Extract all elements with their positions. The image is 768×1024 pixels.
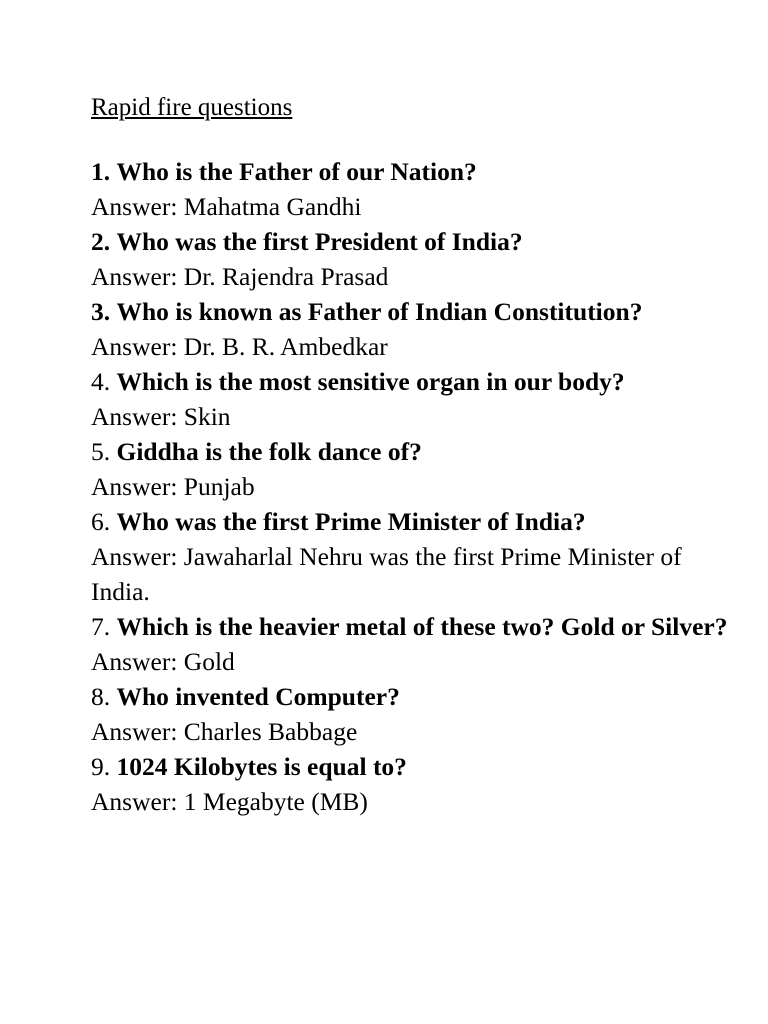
- question-text: Giddha is the folk dance of?: [116, 437, 422, 466]
- question-line: [91, 609, 731, 644]
- question-line: [91, 364, 731, 399]
- question-line: [91, 679, 731, 714]
- qa-item: [91, 364, 731, 434]
- question-line: [91, 434, 731, 469]
- question-number: 9.: [91, 752, 111, 781]
- document-page: [91, 90, 731, 819]
- question-text: Which is the heavier metal of these two? Gold or Silver?: [116, 612, 728, 641]
- question-line: [91, 224, 731, 259]
- question-text: Who is the Father of our Nation?: [116, 157, 477, 186]
- qa-item: [91, 154, 731, 224]
- answer-text: Answer: 1 Megabyte (MB): [91, 787, 368, 816]
- question-line: [91, 504, 731, 539]
- question-text: Who was the first Prime Minister of India?: [116, 507, 586, 536]
- qa-item: [91, 749, 731, 819]
- question-number: 7.: [91, 612, 111, 641]
- answer-text: Answer: Mahatma Gandhi: [91, 192, 362, 221]
- qa-item: [91, 504, 731, 609]
- question-number: 5.: [91, 437, 111, 466]
- question-line: [91, 154, 731, 189]
- question-number: 6.: [91, 507, 111, 536]
- question-line: [91, 294, 731, 329]
- question-text: 1024 Kilobytes is equal to?: [116, 752, 407, 781]
- question-number: 4.: [91, 367, 111, 396]
- answer-text: Answer: Charles Babbage: [91, 717, 358, 746]
- answer-text: Answer: Punjab: [91, 472, 255, 501]
- qa-item: [91, 294, 731, 364]
- question-text: Which is the most sensitive organ in our body?: [116, 367, 625, 396]
- answer-text: Answer: Dr. Rajendra Prasad: [91, 262, 389, 291]
- question-text: Who was the first President of India?: [116, 227, 523, 256]
- answer-text: Answer: Skin: [91, 402, 231, 431]
- qa-item: [91, 679, 731, 749]
- answer-text: Answer: Gold: [91, 647, 235, 676]
- question-line: [91, 749, 731, 784]
- qa-item: [91, 224, 731, 294]
- answer-text: Answer: Dr. B. R. Ambedkar: [91, 332, 388, 361]
- question-text: Who is known as Father of Indian Constitution?: [116, 297, 643, 326]
- qa-list: [91, 154, 731, 819]
- qa-item: [91, 434, 731, 504]
- question-number: 1.: [91, 157, 111, 186]
- question-number: 8.: [91, 682, 111, 711]
- document-title: Rapid fire questions: [91, 94, 293, 121]
- question-text: Who invented Computer?: [116, 682, 400, 711]
- question-number: 2.: [91, 227, 111, 256]
- question-number: 3.: [91, 297, 111, 326]
- qa-item: [91, 609, 731, 679]
- answer-text: Answer: Jawaharlal Nehru was the first Prime Minister of India.: [91, 542, 682, 606]
